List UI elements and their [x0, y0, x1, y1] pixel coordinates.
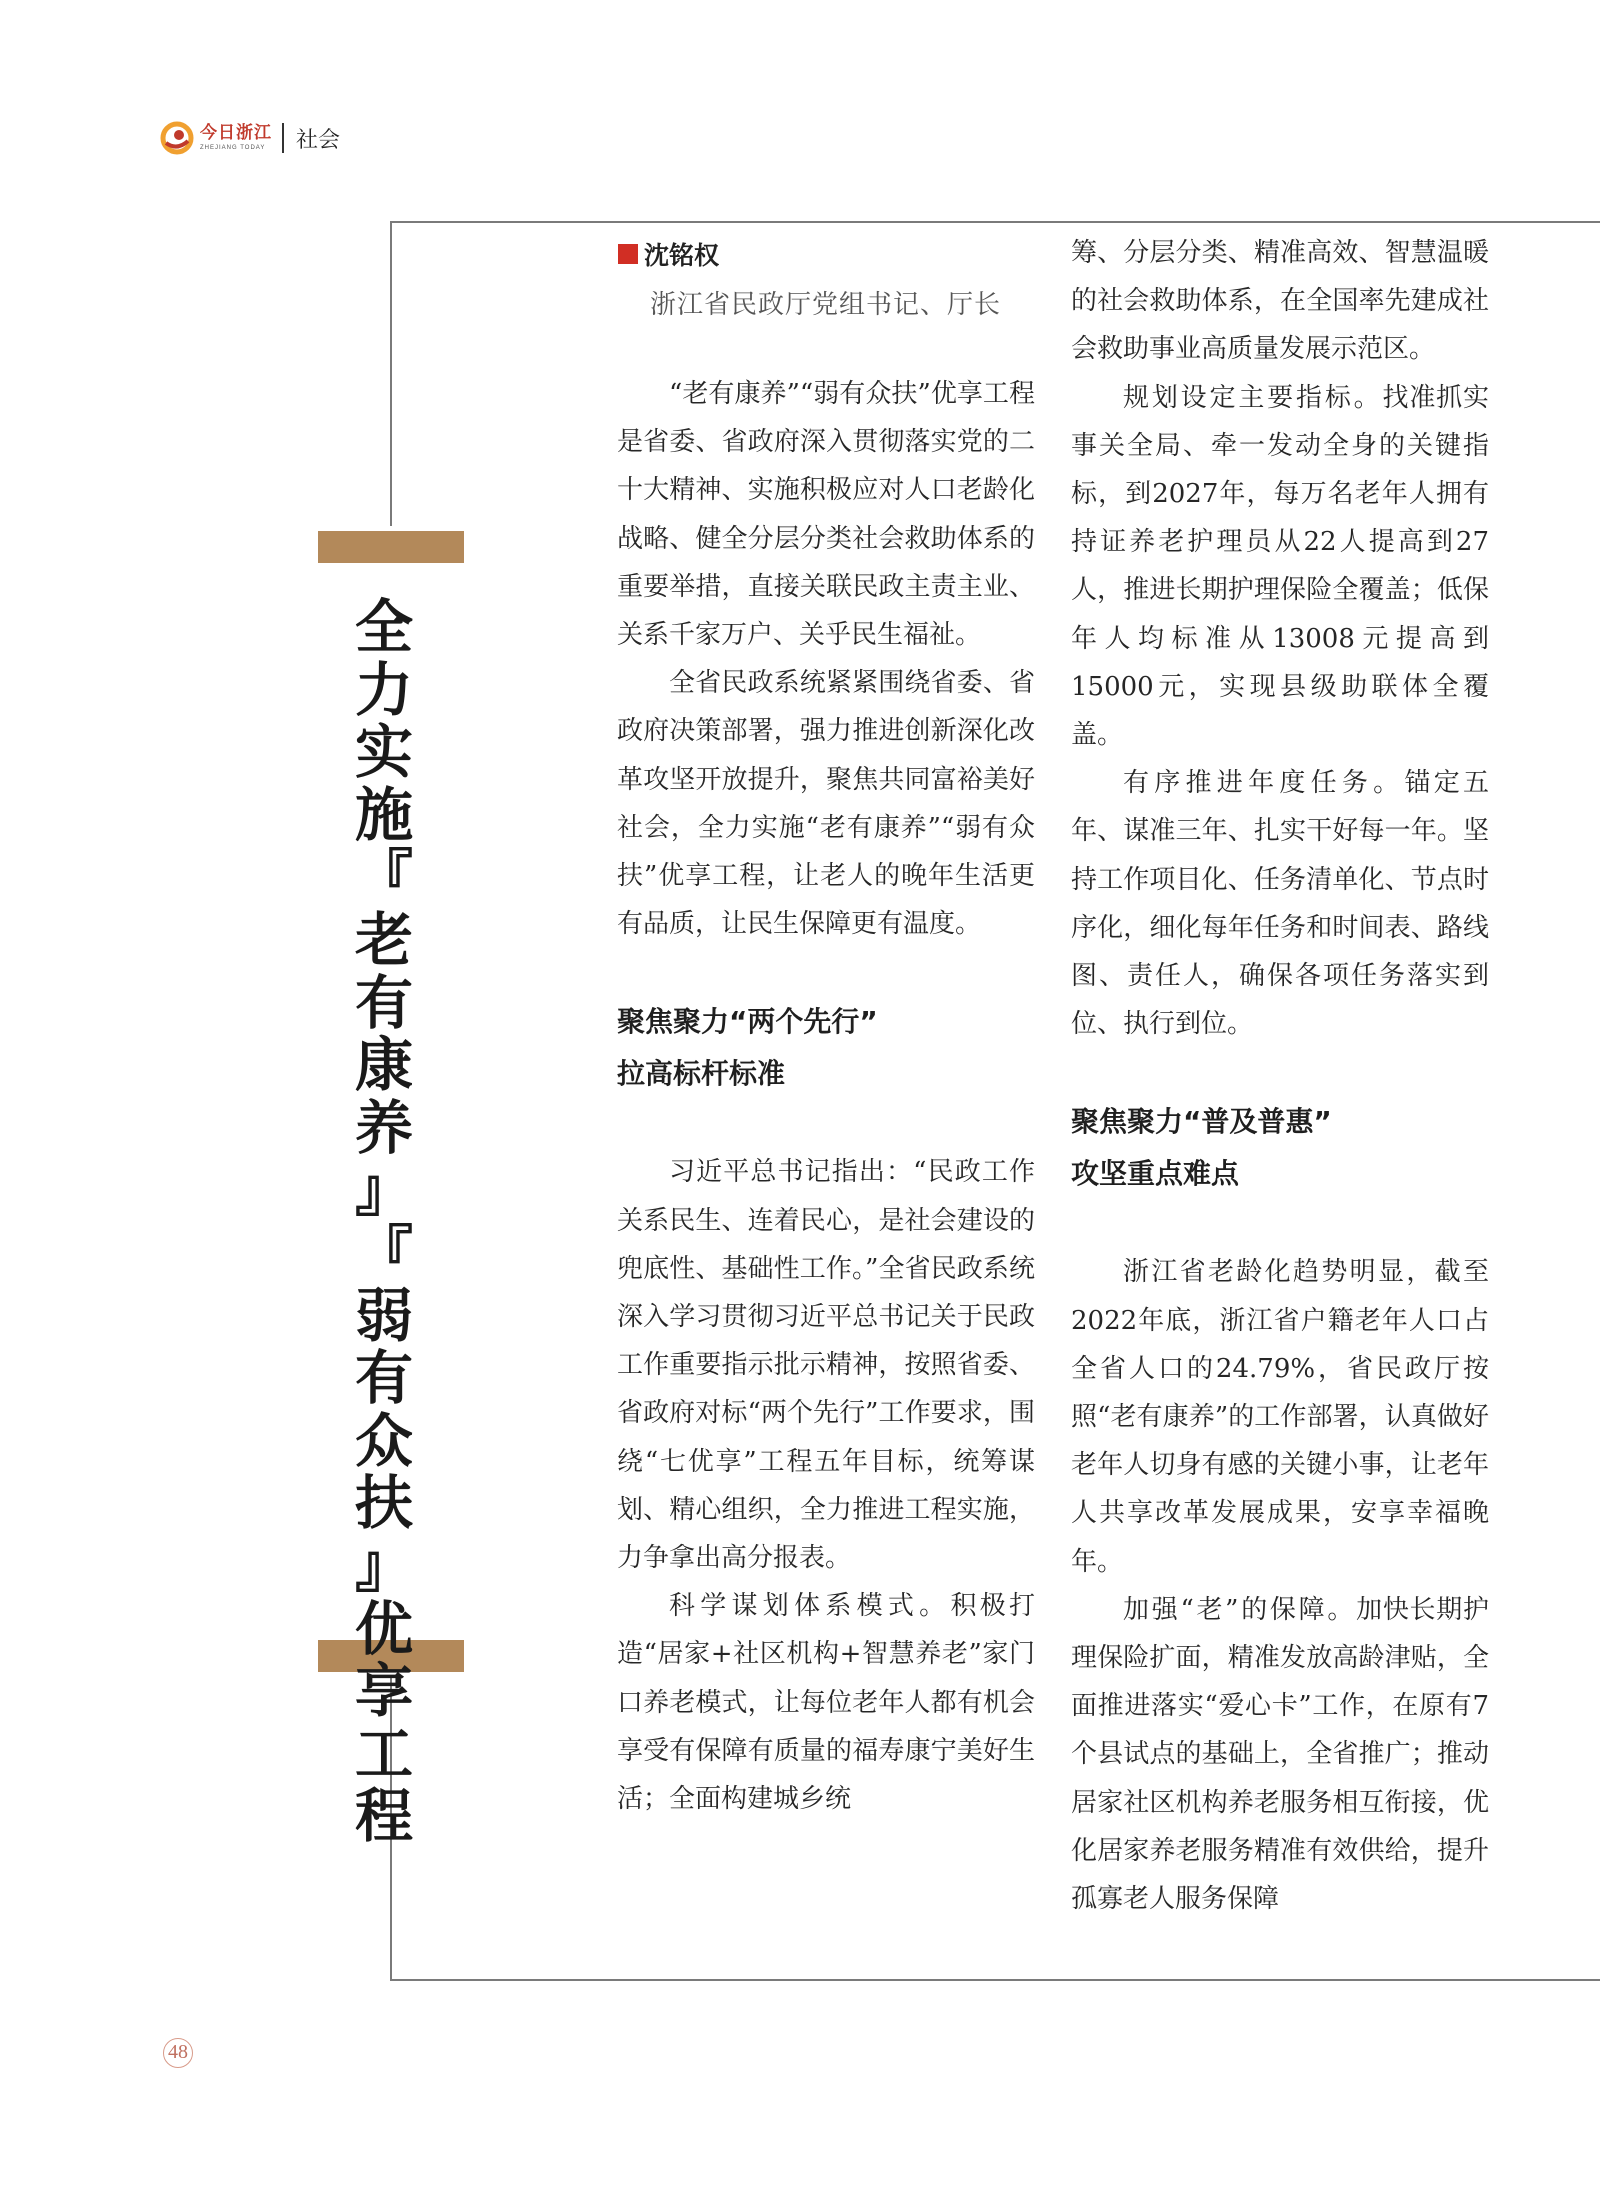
- text-column-right: [1071, 229, 1489, 1923]
- page-number: 48: [163, 2038, 193, 2068]
- section-heading-line: 攻坚重点难点: [1071, 1157, 1240, 1191]
- title-char: 全: [354, 593, 413, 661]
- section-heading: [1071, 1096, 1489, 1200]
- title-char: 工: [354, 1719, 413, 1788]
- body-paragraph: 筹、分层分类、精准高效、智慧温暖的社会救助体系，在全国率先建成社会救助事业高质量发展示范区。: [1071, 238, 1489, 365]
- gold-bar-top: [318, 531, 464, 563]
- title-char: 力: [354, 655, 413, 724]
- logo-icon: [160, 121, 194, 155]
- title-char: 施: [354, 780, 413, 849]
- author-position: 浙江省民政厅党组书记、厅长: [650, 290, 1002, 320]
- logo-en: ZHEJIANG TODAY: [200, 145, 266, 151]
- section-name: 社会: [296, 127, 341, 153]
- body-paragraph: [617, 1582, 1035, 1823]
- title-char: 』: [354, 1531, 413, 1600]
- title-char: 有: [354, 1344, 413, 1413]
- title-char: 程: [354, 1782, 413, 1851]
- title-char: 实: [354, 718, 413, 787]
- title-char: 有: [354, 968, 413, 1037]
- spacer: [617, 948, 1035, 996]
- paragraph-lead: 科学谋划体系模式。: [669, 1591, 951, 1622]
- paragraph-lead: 规划设定主要指标。: [1123, 382, 1383, 413]
- title-char: 众: [354, 1406, 413, 1475]
- title-char: 『: [354, 1218, 413, 1287]
- author-name: [618, 236, 1001, 272]
- title-char: 养: [354, 1093, 413, 1162]
- body-paragraph: 全省民政系统紧紧围绕省委、省政府决策部署，强力推进创新深化改革攻坚开放提升，聚焦共同富裕美好社会，全力实施“老有康养”“弱有众扶”优享工程，让老人的晚年生活更有品质，让民生保障更有温度。: [617, 668, 1035, 940]
- author-block: [618, 236, 1001, 321]
- paragraph-lead: 加强“老”的保障。: [1123, 1594, 1357, 1625]
- body-paragraph: 浙江省老龄化趋势明显，截至2022年底，浙江省户籍老年人口占全省人口的24.79%，省民政厅按照“老有康养”的工作部署，认真做好老年人切身有感的关键小事，让老年人共享改革发展成果，安享幸福晚年。: [1071, 1257, 1489, 1577]
- title-char: 康: [354, 1031, 413, 1100]
- red-square-icon: [618, 244, 638, 264]
- text-column-left: [617, 370, 1035, 1823]
- section-heading-line: 聚焦聚力“普及普惠”: [1071, 1105, 1332, 1139]
- article-title: [346, 593, 422, 1851]
- title-char: 优: [354, 1594, 413, 1663]
- paragraph-text: 找准抓实事关全局、牵一发动全身的关键指标，到2027年，每万名老年人拥有持证养老护理员从22人提高到27人，推进长期护理保险全覆盖；低保年人均标准从13008元提高到15000元，实现县级助联体全覆盖。: [1071, 382, 1489, 751]
- frame-bottom-line: [390, 1979, 1600, 1981]
- header-divider: [282, 123, 284, 153]
- paragraph-text: 加快长期护理保险扩面，精准发放高龄津贴，全面推进落实“爱心卡”工作，在原有7个县试点的基础上，全省推广；推动居家社区机构养老服务相互衔接，优化居家养老服务精准有效供给，提升孤寡老人服务保障: [1071, 1594, 1489, 1915]
- frame-top-line: [390, 221, 1600, 223]
- author-name-text: 沈铭权: [644, 241, 720, 270]
- title-char: 扶: [354, 1469, 413, 1538]
- spacer: [617, 1100, 1035, 1148]
- paragraph-text: 锚定五年、谋准三年、扎实干好每一年。坚持工作项目化、任务清单化、节点时序化，细化每年任务和时间表、路线图、责任人，确保各项任务落实到位、执行到位。: [1071, 768, 1489, 1040]
- spacer: [1071, 1200, 1489, 1248]
- section-heading-line: 聚焦聚力“两个先行”: [617, 1005, 878, 1039]
- title-char: 享: [354, 1657, 413, 1726]
- spacer: [1071, 1048, 1489, 1096]
- section-heading: [617, 996, 1035, 1100]
- paragraph-text: 积极打造“居家+社区机构+智慧养老”家门口养老模式，让每位老年人都有机会享受有保障有质量的福寿康宁美好生活；全面构建城乡统: [617, 1591, 1035, 1815]
- title-char: 』: [354, 1156, 413, 1225]
- frame-left-line-upper: [390, 221, 392, 526]
- title-char: 老: [354, 905, 413, 974]
- body-paragraph: [1071, 759, 1489, 1048]
- body-paragraph: “老有康养”“弱有众扶”优享工程是省委、省政府深入贯彻落实党的二十大精神、实施积极应对人口老龄化战略、健全分层分类社会救助体系的重要举措，直接关联民政主责主业、关系千家万户、关乎民生福祉。: [617, 379, 1035, 651]
- title-char: 『: [354, 843, 413, 912]
- body-paragraph: 习近平总书记指出：“民政工作关系民生、连着民心，是社会建设的兜底性、基础性工作。”全省民政系统深入学习贯彻习近平总书记关于民政工作重要指示批示精神，按照省委、省政府对标“两个先行”工作要求，围绕“七优享”工程五年目标，统筹谋划、精心组织，全力推进工程实施，力争拿出高分报表。: [617, 1157, 1035, 1574]
- title-char: 弱: [354, 1281, 413, 1350]
- body-paragraph: [1071, 374, 1489, 760]
- paragraph-lead: 有序推进年度任务。: [1123, 768, 1405, 799]
- logo-cn: 今日浙江: [200, 123, 272, 143]
- page-header: [160, 118, 340, 158]
- body-paragraph: [1071, 1586, 1489, 1923]
- section-heading-line: 拉高标杆标准: [617, 1057, 786, 1091]
- logo-text: [200, 125, 272, 151]
